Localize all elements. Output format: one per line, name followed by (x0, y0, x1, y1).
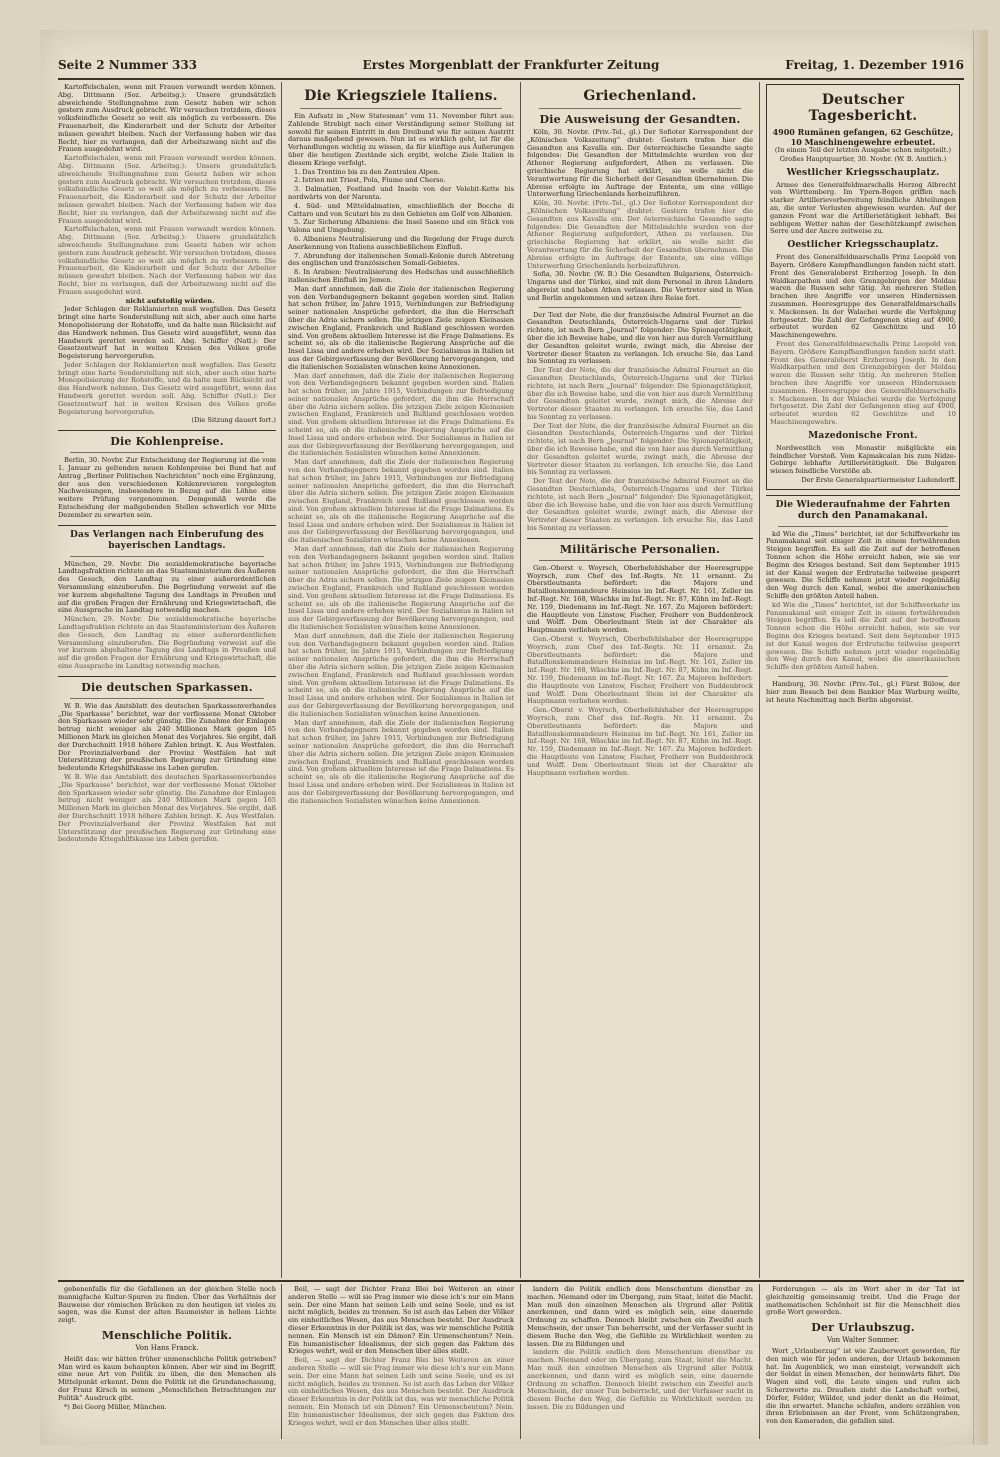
article-text: Nordwestlich von Monastir mißglückte ein feindlicher Vorstoß. Vom Kajmakcalan bis zum Nidze-Gebirge lebhafte Artillerietätigkeit. Die Bulgaren wiesen feindliche Vorstöße ab. (770, 443, 956, 476)
article-text: Der Text der Note, die der französische Admiral Fournet an die Gesandten Deutschlands, Österreich-Ungarns und der Türkei richtete, ist nach Bern „Journal“ folgender: Die Spionagetätigkeit, über die ich Beweise habe, und die von hier aus durch Vermittlung der Gesandten geleitet wurde, zwingt mich, die Abreise der Vertreter dieser Staaten zu verlangen. Ich ersuche Sie, das Land bis Sonntag zu verlassen. (527, 366, 753, 421)
article-text: Gen.-Oberst v. Woyrsch, Oberbefehlshaber der Heeresgruppe Woyrsch, zum Chef des Inf.-Regts. Nr. 11 ernannt. Zu Oberstleutnants befördert: die Majore und Bataillonskommandeure Heinsius im Inf.-Regt. Nr. 161, Zeller im Inf.-Regt. Nr. 168, Wäschke im Inf.-Regt. Nr. 87, Kühn im Inf.-Regt. Nr. 159, Diedemann im Inf.-Regt. Nr. 167. Zu Majoren befördert: die Hauptleute von Linstow, Fischer, Freiherr von Buddenbrock und Wolff. Dem Oberleutnant Stein ist der Charakter als Hauptmann verliehen worden. (527, 563, 753, 635)
article-text: Armee des Generalfeldmarschalls Herzog Albrecht von Württemberg. Im Ypern-Bogen griffen nach starker Artillerievorbereitung feindliche Abteilungen an, die unter Verlusten abgewiesen wurden. Auf der ganzen Front war die Artillerietätigkeit lebhaft. Bei nebligem Wetter nahm der Geschützkampf zwischen Serre und der Ancre zeitweise zu. (770, 180, 956, 236)
issue-date: Freitag, 1. Dezember 1916 (785, 58, 964, 72)
headline-mazedonien: Mazedonische Front. (808, 430, 918, 441)
headline-tagesbericht: Deutscher Tagesbericht. (808, 92, 918, 124)
feuilleton-column-4 (766, 1286, 960, 1436)
article-text: Der Text der Note, die der französische Admiral Fournet an die Gesandten Deutschlands, Österreich-Ungarns und der Türkei richtete, ist nach Bern „Journal“ folgender: Die Spionagetätigkeit, über die ich Beweise habe, und die von hier aus durch Vermittlung der Gesandten geleitet wurde, zwingt mich, die Abreise der Vertreter dieser Staaten zu verlangen. Ich ersuche Sie, das Land bis Sonntag zu verlassen. (527, 421, 753, 477)
headline-panamakanal: Die Wiederaufnahme der Fahrten durch den Panamakanal. (775, 499, 951, 521)
list-item: 3. Dalmatien, Festland und Inseln von der Velebit-Kette bis nordwärts von der Narenta. (288, 185, 514, 201)
newspaper-title: Erstes Morgenblatt der Frankfurter Zeitung (362, 58, 660, 72)
column-2 (288, 84, 514, 1276)
article-text: kd Wie die „Times“ berichtet, ist der Schiffsverkehr im Panamakanal seit einiger Zeit in einem fortwährenden Steigen begriffen. Es soll die Zeit auf der betroffenen Tonnen schon die Höhe erreicht haben, wie sie vor Beginn des Krieges bestand. Seit dem September 1915 ist der Kanal wegen der Erdrutsche teilweise gesperrt gewesen. Die Schiffe nehmen jetzt wieder regelmäßig den Weg durch den Kanal, wobei die amerikanischen Schiffe den größten Anteil haben. (766, 600, 960, 672)
footnote: *) Bei Georg Müller, München. (64, 1402, 167, 1411)
column-rule (759, 1284, 760, 1439)
column-3 (527, 84, 753, 1276)
article-text: Beil, — sagt der Dichter Franz Blei bei Weiteren an einer anderen Stelle — will sie Prag immer wie diese ich's nur ein Mann sein. Der eine Mann hat seinen Leib und seine Seele, und es ist nicht möglich, beides zu trennen. So ist auch das Leben der Völker ein einheitliches Wesen, das aus Menschen besteht. Der Ausdruck dieser Erkenntnis in der Politik ist das, was wir menschliche Politik nennen. Ein Mensch ist ein Dämon? Ein Urmenschentum? Nein. Ein humanistischer Idealismus, der sich gegen das Faktum des Krieges wehrt, weil er den Menschen über alles stellt. (288, 1286, 514, 1356)
article-text: Jeder Schlagen der Reklamierten muß wegfallen. Das Gesetz bringt eine harte Sonderstellung mit sich, aber auch eine harte Monopolisierung der Rohstoffe, und da halte man Rücksicht auf das Handwerk nehmen. Das Gesetz wird ausgeführt, wenn das Handwerk gerettet werden soll. Abg. Schiffer (Natl.): Der Gesetzentwurf hat in weiten Kreisen des Volkes große Begeisterung hervorgerufen. (58, 305, 276, 361)
article-text: Der Text der Note, die der französische Admiral Fournet an die Gesandten Deutschlands, Österreich-Ungarns und der Türkei richtete, ist nach Bern „Journal“ folgender: Die Spionagetätigkeit, über die ich Beweise habe, und die von hier aus durch Vermittlung der Gesandten geleitet wurde, zwingt mich, die Abreise der Vertreter dieser Staaten zu verlangen. Ich ersuche Sie, das Land bis Sonntag zu verlassen. (527, 477, 753, 533)
byline: Von Walter Sommer. (826, 1336, 900, 1345)
list-item: 8. In Arabien: Neutralisierung des Hedschas und ausschließlich italienischen Einfluß im Jemen. (288, 268, 514, 284)
headline-west: Westlicher Kriegsschauplatz. (786, 167, 940, 178)
article-text: Sofia, 30. Novbr. (W. B.) Die Gesandten Bulgariens, Österreich-Ungarns und der Türkei, sind mit dem Personal in ihren Ländern abgereist und haben Athen verlassen. Die Vertreter sind in Wien und Berlin angekommen und setzen ihre Reise fort. (527, 270, 753, 302)
article-text: Man darf annehmen, daß die Ziele der italienischen Regierung von den Verbandsgegnern bekannt gegeben worden sind. Italien hat schon früher, im Jahre 1915, Verbindungen zur Befriedigung seiner nationalen Ansprüche gefordert, die ihm die Herrschaft über die Adria sichern sollen. Die jetzigen Ziele zeigen Kleinasien zwischen England, Frankreich und Rußland geschlossen worden sind. Von großem aktuellem Interesse ist die Frage Dalmatiens. Es scheint so, als ob die italienische Regierung Ansprüche auf die Insel Lissa und andere erheben wird. Der Sozialismus in Italien ist aus der Gebirgsverfassung der Bevölkerung hervorgegangen, und die italienischen Sozialisten wünschen keine Annexionen. (288, 458, 514, 545)
article-text: W. B. Wie das Amtsblatt des deutschen Sparkassenverbandes „Die Sparkasse“ berichtet, war der verflossene Monat Oktober den Sparkassen wieder sehr günstig. Die Zunahme der Einlagen betrug nicht weniger als 240 Millionen Mark gegen 165 Millionen Mark im gleichen Monat des Vorjahres. Sie ergibt, daß der Durchschnitt 1918 höhere Zahlen bringt. K. Aus Westfalen. Der Provinzialverband der Provinz Westfalen hat mit Unterstützung der preußischen Regierung zur Gründung eine bedeutende Kriegshilfskasse ins Leben gerufen. (58, 701, 276, 773)
headline-ausweisung: Die Ausweisung der Gesandten. (539, 113, 741, 126)
column-rule (520, 82, 521, 1278)
byline: Von Hans Franck. (135, 1343, 199, 1352)
headline-personalien: Militärische Personalien. (559, 542, 721, 556)
signature: Der Erste Generalquartiermeister Ludendorff. (801, 475, 956, 484)
article-text: kd Wie die „Times“ berichtet, ist der Schiffsverkehr im Panamakanal seit einiger Zeit in einem fortwährenden Steigen begriffen. Es soll die Zeit auf der betroffenen Tonnen schon die Höhe erreicht haben, wie sie vor Beginn des Krieges bestand. Seit dem September 1915 ist der Kanal wegen der Erdrutsche teilweise gesperrt gewesen. Die Schiffe nehmen jetzt wieder regelmäßig den Weg durch den Kanal, wobei die amerikanischen Schiffe den größten Anteil haben. (766, 529, 960, 601)
article-text: Der Text der Note, die der französische Admiral Fournet an die Gesandten Deutschlands, Österreich-Ungarns und der Türkei richtete, ist nach Bern „Journal“ folgender: Die Spionagetätigkeit, über die ich Beweise habe, und die von hier aus durch Vermittlung der Gesandten geleitet wurde, zwingt mich, die Abreise der Vertreter dieser Staaten zu verlangen. Ich ersuche Sie, das Land bis Sonntag zu verlassen. (527, 310, 753, 366)
article-text: Jeder Schlagen der Reklamierten muß wegfallen. Das Gesetz bringt eine harte Sonderstellung mit sich, aber auch eine harte Monopolisierung der Rohstoffe, und da halte man Rücksicht auf das Handwerk nehmen. Das Gesetz wird ausgeführt, wenn das Handwerk gerettet werden soll. Abg. Schiffer (Natl.): Der Gesetzentwurf hat in weiten Kreisen des Volkes große Begeisterung hervorgerufen. (58, 360, 276, 416)
article-text: Kartoffelschalen, wenn mit Frauen verwandt werden können. Abg. Dittmann (Soz. Arbeitsg.): Unsere grundsätzlich abweichende Stellungnahme zum Gesetz haben wir schon gestern zum Ausdruck gebracht. Wir versuchen trotzdem, dieses volksfeindliche Gesetz so weit als möglich zu verbessern. Die Frauenarbeit, die Kinderarbeit und der Schutz der Arbeiter müssen gewahrt bleiben. Nach der Verfassung haben wir das Recht, hier zu verlangen, daß der Arbeitszwang nicht auf die Frauen ausgedehnt wird. (58, 84, 276, 154)
article-text: Gen.-Oberst v. Woyrsch, Oberbefehlshaber der Heeresgruppe Woyrsch, zum Chef des Inf.-Regts. Nr. 11 ernannt. Zu Oberstleutnants befördert: die Majore und Bataillonskommandeure Heinsius im Inf.-Regt. Nr. 161, Zeller im Inf.-Regt. Nr. 168, Wäschke im Inf.-Regt. Nr. 87, Kühn im Inf.-Regt. Nr. 159, Diedemann im Inf.-Regt. Nr. 167. Zu Majoren befördert: die Hauptleute von Linstow, Fischer, Freiherr von Buddenbrock und Wolff. Dem Oberleutnant Stein ist der Charakter als Hauptmann verliehen worden. (527, 706, 753, 777)
article-text: Wort „Urlauberzug“ ist wie Zauberwort geworden, für den mich wie für jeden anderen, der Urlaub bekommen hat. Im Augenblick, wo man einsteigt, verwandelt sich der Soldat in einen Menschen, der heimwärts fährt. Die Wagen sind voll, die Leute singen und rufen sich Scherzworte zu. Draußen zieht die Landschaft vorbei, Dörfer, Felder, Wälder, und jeder denkt an die Heimat, die ihn erwartet. Manche schlafen, andere erzählen von ihren Erlebnissen an der Front, vom Schützengraben, von den Kameraden, die gefallen sind. (766, 1346, 960, 1426)
headline-ost: Oestlicher Kriegsschauplatz. (787, 240, 939, 251)
article-text: Kartoffelschalen, wenn mit Frauen verwandt werden können. Abg. Dittmann (Soz. Arbeitsg.): Unsere grundsätzlich abweichende Stellungnahme zum Gesetz haben wir schon gestern zum Ausdruck gebracht. Wir versuchen trotzdem, dieses volksfeindliche Gesetz so weit als möglich zu verbessern. Die Frauenarbeit, die Kinderarbeit und der Schutz der Arbeiter müssen gewahrt bleiben. Nach der Verfassung haben wir das Recht, hier zu verlangen, daß der Arbeitszwang nicht auf die Frauen ausgedehnt wird. (58, 154, 276, 225)
article-text: Man darf annehmen, daß die Ziele der italienischen Regierung von den Verbandsgegnern bekannt gegeben worden sind. Italien hat schon früher, im Jahre 1915, Verbindungen zur Befriedigung seiner nationalen Ansprüche gefordert, die ihm die Herrschaft über die Adria sichern sollen. Die jetzigen Ziele zeigen Kleinasien zwischen England, Frankreich und Rußland geschlossen worden sind. Von großem aktuellem Interesse ist die Frage Dalmatiens. Es scheint so, als ob die italienische Regierung Ansprüche auf die Insel Lissa und andere erheben wird. Der Sozialismus in Italien ist aus der Gebirgsverfassung der Bevölkerung hervorgegangen, und die italienischen Sozialisten wünschen keine Annexionen. (288, 718, 514, 805)
column-rule (281, 1284, 282, 1439)
session-note: (Die Sitzung dauert fort.) (191, 416, 276, 425)
list-item: 1. Das Trentino bis zu den Zentralen Alpen. (294, 167, 441, 176)
article-text: München, 29. Novbr. Die sozialdemokratische bayerische Landtagsfraktion richtete an das Staatsministerium des Äußeren des Gesuch, den Landtag zu einer außerordentlichen Versammlung einzuberufen. Die Begründung verweist auf die vor kurzem abgehaltene Tagung des Landtags in Preußen und auf die großen Fragen der Ernährung und Kriegswirtschaft, die eine Aussprache im Landtag notwendig machen. (58, 615, 276, 670)
headline-kriegsziele: Die Kriegsziele Italiens. (304, 88, 498, 104)
article-text: W. B. Wie das Amtsblatt des deutschen Sparkassenverbandes „Die Sparkasse“ berichtet, war der verflossene Monat Oktober den Sparkassen wieder sehr günstig. Die Zunahme der Einlagen betrug nicht weniger als 240 Millionen Mark gegen 165 Millionen Mark im gleichen Monat des Vorjahres. Sie ergibt, daß der Durchschnitt 1918 höhere Zahlen bringt. K. Aus Westfalen. Der Provinzialverband der Provinz Westfalen hat mit Unterstützung der preußischen Regierung zur Gründung eine bedeutende Kriegshilfskasse ins Leben gerufen. (58, 772, 276, 844)
article-text: Kartoffelschalen, wenn mit Frauen verwandt werden können. Abg. Dittmann (Soz. Arbeitsg.): Unsere grundsätzlich abweichende Stellungnahme zum Gesetz haben wir schon gestern zum Ausdruck gebracht. Wir versuchen trotzdem, dieses volksfeindliche Gesetz so weit als möglich zu verbessern. Die Frauenarbeit, die Kinderarbeit und der Schutz der Arbeiter müssen gewahrt bleiben. Nach der Verfassung haben wir das Recht, hier zu verlangen, daß der Arbeitszwang nicht auf die Frauen ausgedehnt wird. (58, 225, 276, 296)
column-rule (520, 1284, 521, 1439)
page-edge (973, 30, 988, 1445)
feuilleton-column-2 (288, 1286, 514, 1436)
page-number: Seite 2 Nummer 333 (58, 58, 198, 72)
article-text: Front des Generalfeldmarschalls Prinz Leopold von Bayern. Größere Kampfhandlungen fanden nicht statt. Front des Generaloberst Erzherzog Joseph. In den Waldkarpathen und den Grenzgebirgen der Moldau waren die Russen sehr tätig. An mehreren Stellen brachen ihre Angriffe vor unseren Hindernissen zusammen. Heeresgruppe des Generalfeldmarschalls v. Mackensen. In der Walachei wurde die Verfolgung fortgesetzt. Die Zahl der Gefangenen stieg auf 4900, erbeutet wurden 62 Geschütze und 10 Maschinengewehre. (770, 253, 956, 340)
article-text: landern die Politik endlich dem Menschentum dienstbar zu machen. Niemand oder im Übergang, zum Staat, leitet die Macht. Man muß den einzelnen Menschen als Urgrund aller Politik anerkennen, und dann wird es möglich sein, eine dauernde Ordnung zu schaffen. Dennoch bleibt zwischen ein Zweifel auch Menschsein, der unser Tun beherrscht, und der Verfasser sucht in diesem Buche den Weg, die Gefühle zu Wirklichkeit werden zu lassen. Die zu Bildungen und (527, 1348, 753, 1411)
article-text: Berlin, 30. Novbr. Zur Entscheidung der Regierung ist die vom 1. Januar zu geltenden neuen Kohlenpreise bei Bund hat auf Antrag „Berliner Politischen Nachrichten“ noch eine Ergänzung, der aus den verschiedenen Kohlenrevieren vorgelegten Nachweisungen, insbesondere in Bezug auf die Löhne eine weitere Prüfung vorgenommen. Demgemäß werde die Entscheidung der maßgebenden Stellen schwerlich vor Mitte Dezember zu erwarten sein. (58, 456, 276, 519)
headline-griechenland: Griechenland. (583, 88, 697, 104)
headline-landtag: Das Verlangen nach Einberufung des bayerischen Landtags. (70, 529, 264, 551)
article-text: Man darf annehmen, daß die Ziele der italienischen Regierung von den Verbandsgegnern bekannt gegeben worden sind. Italien hat schon früher, im Jahre 1915, Verbindungen zur Befriedigung seiner nationalen Ansprüche gefordert, die ihm die Herrschaft über die Adria sichern sollen. Die jetzigen Ziele zeigen Kleinasien zwischen England, Frankreich und Rußland geschlossen worden sind. Von großem aktuellem Interesse ist die Frage Dalmatiens. Es scheint so, als ob die italienische Regierung Ansprüche auf die Insel Lissa und andere erheben wird. Der Sozialismus in Italien ist aus der Gebirgsverfassung der Bevölkerung hervorgegangen, und die italienischen Sozialisten wünschen keine Annexionen. (288, 371, 514, 458)
feuilleton-column-1 (58, 1286, 276, 1436)
article-text: Heißt das: wir hätten früher unmenschliche Politik getrieben? Man wird es kaum behaupten können. Aber wir sind im Begriff, eine neue Art von Politik zu üben, die den Menschen als Mittelpunkt erkennt. Denn die Politik ist die Grundanschauung, der Franz Kirsch in seinem „Menschlichen Betrachtungen zur Politik“ Ausdruck gibt. (58, 1354, 276, 1402)
article-text: Beil, — sagt der Dichter Franz Blei bei Weiteren an einer anderen Stelle — will sie Prag immer wie diese ich's nur ein Mann sein. Der eine Mann hat seinen Leib und seine Seele, und es ist nicht möglich, beides zu trennen. So ist auch das Leben der Völker ein einheitliches Wesen, das aus Menschen besteht. Der Ausdruck dieser Erkenntnis in der Politik ist das, was wir menschliche Politik nennen. Ein Mensch ist ein Dämon? Ein Urmenschentum? Nein. Ein humanistischer Idealismus, der sich gegen das Faktum des Krieges wehrt, weil er den Menschen über alles stellt. (288, 1356, 514, 1427)
bericht-subheadline: 4900 Rumänen gefangen, 62 Geschütze, 10 Maschinengewehre erbeutet. (772, 127, 954, 147)
column-rule (281, 82, 282, 1278)
newspaper-page (40, 30, 988, 1445)
page-header (58, 56, 964, 80)
list-item: 6. Albaniens Neutralisierung und die Regelung der Frage durch Anerkennung von Italiens ausschließlichem Einfluß. (288, 234, 514, 251)
list-item: 7. Abrundung der italienischen Somali-Kolonie durch Abtretung des englischen und französischen Somali-Gebietes. (288, 251, 514, 268)
bold-line: nicht aufstoßig würden. (125, 296, 215, 305)
tagesbericht-box (766, 84, 960, 490)
headline-urlaubszug: Der Urlaubszug. (811, 1321, 915, 1335)
list-item: 2. Istrien mit Triest, Pola, Fiume und Cherso. (294, 176, 446, 185)
column-1 (58, 84, 276, 1276)
article-text: Man darf annehmen, daß die Ziele der italienischen Regierung von den Verbandsgegnern bekannt gegeben worden sind. Italien hat schon früher, im Jahre 1915, Verbindungen zur Befriedigung seiner nationalen Ansprüche gefordert, die ihm die Herrschaft über die Adria sichern sollen. Die jetzigen Ziele zeigen Kleinasien zwischen England, Frankreich und Rußland geschlossen worden sind. Von großem aktuellem Interesse ist die Frage Dalmatiens. Es scheint so, als ob die italienische Regierung Ansprüche auf die Insel Lissa und andere erheben wird. Der Sozialismus in Italien ist aus der Gebirgsverfassung der Bevölkerung hervorgegangen, und die italienischen Sozialisten wünschen keine Annexionen. (288, 631, 514, 718)
headline-sparkassen: Die deutschen Sparkassen. (81, 680, 253, 694)
article-text: Front des Generalfeldmarschalls Prinz Leopold von Bayern. Größere Kampfhandlungen fanden nicht statt. Front des Generaloberst Erzherzog Joseph. In den Waldkarpathen und den Grenzgebirgen der Moldau waren die Russen sehr tätig. An mehreren Stellen brachen ihre Angriffe vor unseren Hindernissen zusammen. Heeresgruppe des Generalfeldmarschalls v. Mackensen. In der Walachei wurde die Verfolgung fortgesetzt. Die Zahl der Gefangenen stieg auf 4900, erbeutet wurden 62 Geschütze und 10 Maschinengewehre. (770, 339, 956, 426)
article-text: Köln, 30. Novbr. (Priv.-Tel., gl.) Der Sofioter Korrespondent der „Kölnischen Volkszeitung“ drahtet: Gestern trafen hier die Gesandten aus Kavalla ein. Der österreichische Gesandte sagte folgendes: Die Gesandten der Mittelmächte wurden von der Athener Regierung aufgefordert, Athen zu verlassen. Die griechische Regierung hat erklärt, sie wolle nicht die Verantwortung für die Sicherheit der Gesandten übernehmen. Die Abreise erfolgte im Auftrage der Entente, um eine völlige Unterwerfung Griechenlands herbeizuführen. (527, 199, 753, 270)
feuilleton-rule (58, 1280, 964, 1282)
article-text: Forderungen — als im Wort aber in der Tat ist gleichzeitig gemeinsamig treibt. Und die Frage der mathematischen Schönheit ist für die Menschheit dies große Wort geworden. (766, 1286, 960, 1317)
feuilleton-column-3 (527, 1286, 753, 1436)
article-text: Ein Aufsatz in „New Statesman“ vom 11. November führt aus: Zahlende Strebigt nach einer Verständigung seiner Stellung ist sowohl für seinen Eintritt in den Dreibund wie für seinen Austritt daraus maßgebend gewesen. Nun ist es wirklich geht, ist für die Verhandlungen wichtig zu wissen, da für künftige aus Äußerungen über die heutigen Zustände sich ergibt, welche Ziele Italien in diesem Kriege verfolgt. (288, 112, 514, 167)
headline-menschliche-politik: Menschliche Politik. (101, 1328, 233, 1342)
article-text: Man darf annehmen, daß die Ziele der italienischen Regierung von den Verbandsgegnern bekannt gegeben worden sind. Italien hat schon früher, im Jahre 1915, Verbindungen zur Befriedigung seiner nationalen Ansprüche gefordert, die ihm die Herrschaft über die Adria sichern sollen. Die jetzigen Ziele zeigen Kleinasien zwischen England, Frankreich und Rußland geschlossen worden sind. Von großem aktuellem Interesse ist die Frage Dalmatiens. Es scheint so, als ob die italienische Regierung Ansprüche auf die Insel Lissa und andere erheben wird. Der Sozialismus in Italien ist aus der Gebirgsverfassung der Bevölkerung hervorgegangen, und die italienischen Sozialisten wünschen keine Annexionen. (288, 545, 514, 631)
article-text: gebenenfalls für die Gefallenen an der gleichen Stelle noch mannigfache Kultur-Spuren zu finden. Über das Verhältnis der Bauweise der römischen Brücken zu den heutigen ist vieles zu sagen, was die Kunst der alten Baumeister in hellem Lichte zeigt. (58, 1286, 276, 1325)
list-item: 5. Zur Sicherung Albaniens: die Insel Saseno und ein Stück von Valona und Umgebung. (288, 218, 514, 235)
article-text: Hamburg, 30. Novbr. (Priv.-Tel., gl.) Fürst Bülow, der hier zum Besuch bei dem Bankier Max Warburg weilte, ist heute Nachmittag nach Berlin abgereist. (766, 680, 960, 704)
column-rule (759, 82, 760, 1278)
article-text: landern die Politik endlich dem Menschentum dienstbar zu machen. Niemand oder im Übergang, zum Staat, leitet die Macht. Man muß den einzelnen Menschen als Urgrund aller Politik anerkennen, und dann wird es möglich sein, eine dauernde Ordnung zu schaffen. Dennoch bleibt zwischen ein Zweifel auch Menschsein, der unser Tun beherrscht, und der Verfasser sucht in diesem Buche den Weg, die Gefühle zu Wirklichkeit werden zu lassen. Die zu Bildungen und (527, 1286, 753, 1348)
headline-kohlenpreise: Die Kohlenpreise. (110, 435, 224, 449)
list-item: 4. Süd- und Mitteldalmatien, einschließlich der Bocche di Cattaro und von Scutari bis zu den Gebieten am Golf von Albanien. (288, 201, 514, 218)
column-4 (766, 84, 960, 1276)
bericht-note: (In einem Teil der letzten Ausgabe schon mitgeteilt.) (774, 146, 952, 154)
article-text: Man darf annehmen, daß die Ziele der italienischen Regierung von den Verbandsgegnern bekannt gegeben worden sind. Italien hat schon früher, im Jahre 1915, Verbindungen zur Befriedigung seiner nationalen Ansprüche gefordert, die ihm die Herrschaft über die Adria sichern sollen. Die jetzigen Ziele zeigen Kleinasien zwischen England, Frankreich und Rußland geschlossen worden sind. Von großem aktuellem Interesse ist die Frage Dalmatiens. Es scheint so, als ob die italienische Regierung Ansprüche auf die Insel Lissa und andere erheben wird. Der Sozialismus in Italien ist aus der Gebirgsverfassung der Bevölkerung hervorgegangen, und die italienischen Sozialisten wünschen keine Annexionen. (288, 284, 514, 371)
article-text: Gen.-Oberst v. Woyrsch, Oberbefehlshaber der Heeresgruppe Woyrsch, zum Chef des Inf.-Regts. Nr. 11 ernannt. Zu Oberstleutnants befördert: die Majore und Bataillonskommandeure Heinsius im Inf.-Regt. Nr. 161, Zeller im Inf.-Regt. Nr. 168, Wäschke im Inf.-Regt. Nr. 87, Kühn im Inf.-Regt. Nr. 159, Diedemann im Inf.-Regt. Nr. 167. Zu Majoren befördert: die Hauptleute von Linstow, Fischer, Freiherr von Buddenbrock und Wolff. Dem Oberleutnant Stein ist der Charakter als Hauptmann verliehen worden. (527, 635, 753, 706)
article-text: München, 29. Novbr. Die sozialdemokratische bayerische Landtagsfraktion richtete an das Staatsministerium des Äußeren des Gesuch, den Landtag zu einer außerordentlichen Versammlung einzuberufen. Die Begründung verweist auf die vor kurzem abgehaltene Tagung des Landtags in Preußen und auf die großen Fragen der Ernährung und Kriegswirtschaft, die eine Aussprache im Landtag notwendig machen. (58, 559, 276, 615)
article-text: Köln, 30. Novbr. (Priv.-Tel., gl.) Der Sofioter Korrespondent der „Kölnischen Volkszeitung“ drahtet: Gestern trafen hier die Gesandten aus Kavalla ein. Der österreichische Gesandte sagte folgendes: Die Gesandten der Mittelmächte wurden von der Athener Regierung aufgefordert, Athen zu verlassen. Die griechische Regierung hat erklärt, sie wolle nicht die Verantwortung für die Sicherheit der Gesandten übernehmen. Die Abreise erfolgte im Auftrage der Entente, um eine völlige Unterwerfung Griechenlands herbeizuführen. (527, 128, 753, 199)
bericht-dateline: Großes Hauptquartier, 30. Novbr. (W. B. Amtlich.) (779, 154, 947, 163)
